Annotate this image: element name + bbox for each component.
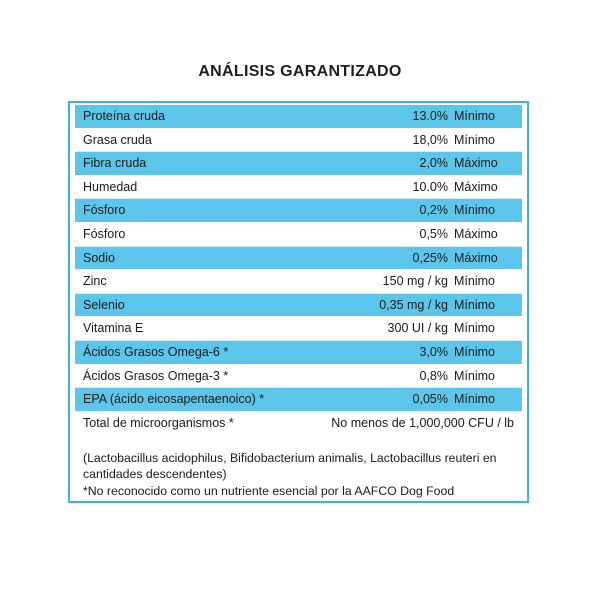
nutrient-name: Selenio (83, 297, 125, 312)
table-row (75, 152, 522, 176)
footnote-aafco: *No reconocido como un nutriente esencial por la AAFCO Dog Food (83, 484, 455, 499)
guaranteed-analysis-table (68, 101, 529, 503)
nutrient-value: 0,2% (419, 203, 448, 218)
nutrient-qualifier: Mínimo (454, 203, 495, 218)
nutrient-name: Fósforo (83, 226, 126, 241)
nutrient-value: 0,25% (412, 250, 448, 265)
table-row (75, 199, 522, 223)
nutrient-name: Vitamina E (83, 321, 144, 336)
nutrient-qualifier: Mínimo (454, 297, 495, 312)
table-row (75, 247, 522, 271)
nutrient-value: 0,35 mg / kg (379, 297, 448, 312)
table-row (75, 105, 522, 129)
nutrient-value: 0,8% (419, 368, 448, 383)
nutrient-name: EPA (ácido eicosapentaenoico) * (83, 392, 265, 407)
footnote-strains: (Lactobacillus acidophilus, Bifidobacterium animalis, Lactobacillus reuteri en cantidades descendentes) (83, 451, 497, 482)
table-row (75, 129, 522, 153)
nutrient-name: Fibra cruda (83, 156, 147, 171)
nutrient-name: Sodio (83, 250, 115, 265)
footnotes (75, 435, 522, 499)
nutrient-value: 0,5% (419, 226, 448, 241)
nutrient-value: 300 UI / kg (387, 321, 448, 336)
nutrient-value: No menos de 1,000,000 CFU / lb (331, 415, 514, 430)
nutrient-qualifier: Máximo (454, 226, 498, 241)
nutrient-value: 150 mg / kg (382, 274, 448, 289)
nutrient-qualifier: Mínimo (454, 392, 495, 407)
nutrient-value: 18,0% (412, 132, 448, 147)
nutrient-name: Ácidos Grasos Omega-3 * (83, 368, 229, 383)
table-row (75, 317, 522, 341)
table-row (75, 388, 522, 412)
nutrient-value: 10.0% (412, 179, 448, 194)
page-title: ANÁLISIS GARANTIZADO (198, 63, 402, 80)
analysis-rows (75, 105, 522, 435)
nutrient-name: Proteína cruda (83, 109, 165, 123)
nutrient-qualifier: Máximo (454, 179, 498, 194)
nutrient-qualifier: Mínimo (454, 321, 495, 336)
nutrient-qualifier: Mínimo (454, 109, 495, 123)
nutrient-value: 0,05% (412, 392, 448, 407)
nutrient-name: Ácidos Grasos Omega-6 * (83, 344, 229, 359)
nutrient-name: Zinc (83, 274, 107, 289)
table-row (75, 341, 522, 365)
table-row (75, 176, 522, 200)
nutrient-qualifier: Mínimo (454, 274, 495, 289)
nutrient-qualifier: Mínimo (454, 132, 495, 147)
nutrient-name: Fósforo (83, 203, 126, 218)
nutrient-name: Humedad (83, 179, 138, 194)
nutrient-qualifier: Mínimo (454, 344, 495, 359)
table-row (75, 223, 522, 247)
nutrient-value: 3,0% (419, 344, 448, 359)
nutrient-name: Total de microorganismos * (83, 415, 234, 430)
nutrient-qualifier: Máximo (454, 250, 498, 265)
table-row (75, 412, 522, 436)
nutrient-qualifier: Máximo (454, 156, 498, 171)
nutrient-value: 2,0% (419, 156, 448, 171)
nutrient-value: 13.0% (412, 109, 448, 123)
table-row (75, 294, 522, 318)
table-row (75, 365, 522, 389)
nutrient-name: Grasa cruda (83, 132, 152, 147)
nutrient-qualifier: Mínimo (454, 368, 495, 383)
table-row (75, 270, 522, 294)
